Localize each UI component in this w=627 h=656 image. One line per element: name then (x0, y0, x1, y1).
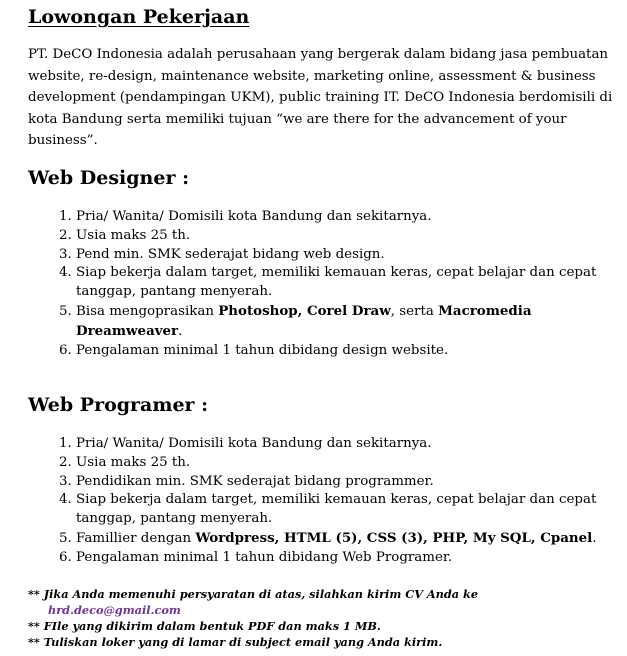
list-item: 2. Usia maks 25 th. (76, 454, 627, 473)
list-item: 4. Siap bekerja dalam target, memiliki kemauan keras, cepat belajar dan cepat tanggap, pantang menyerah. (76, 264, 627, 302)
web-programer-heading (28, 394, 208, 416)
list-item-bold: Photoshop, Corel Draw (218, 302, 391, 319)
note-file: ** FIle yang dikirim dalam bentuk PDF dan maks 1 MB. (28, 619, 381, 633)
list-item: 6. Pengalaman minimal 1 tahun dibidang design website. (76, 342, 627, 361)
list-item: 2. Usia maks 25 th. (76, 227, 627, 246)
web-programer-heading-text: Web Programer : (28, 394, 209, 416)
footer-notes (28, 586, 618, 650)
web-designer-requirements (40, 208, 627, 360)
list-item-bold: Wordpress, HTML (5), CSS (3), PHP, My SQL, Cpanel (195, 529, 593, 546)
list-item: 1. Pria/ Wanita/ Domisili kota Bandung dan sekitarnya. (76, 208, 627, 227)
list-item (76, 529, 627, 549)
list-item: 6. Pengalaman minimal 1 tahun dibidang Web Programer. (76, 549, 627, 568)
list-item-text: , serta (390, 303, 439, 319)
web-designer-heading (28, 167, 189, 189)
list-item: 3. Pend min. SMK sederajat bidang web design. (76, 246, 627, 265)
list-item-text: Famillier dengan (76, 530, 196, 546)
email-link[interactable]: hrd.deco@gmail.com (48, 603, 181, 617)
list-item-text: Bisa mengoprasikan (76, 303, 219, 319)
note-cv: ** Jika Anda memenuhi persyaratan di atas, silahkan kirim CV Anda ke (28, 587, 479, 601)
list-item-text: . (592, 530, 597, 546)
intro-paragraph: PT. DeCO Indonesia adalah perusahaan yang bergerak dalam bidang jasa pembuatan website, re-design, maintenance website, marketing online, assessment & business development (pendampingan UKM), public training IT. DeCO Indonesia berdomisili di kota Bandung serta memiliki tujuan “we are there for the advancement of your business”. (28, 47, 613, 148)
list-item (76, 302, 627, 342)
page-title: Lowongan Pekerjaan (28, 6, 250, 28)
list-item: 4. Siap bekerja dalam target, memiliki kemauan keras, cepat belajar dan cepat tanggap, pantang menyerah. (76, 491, 627, 529)
note-subject: ** Tuliskan loker yang di lamar di subject email yang Anda kirim. (28, 635, 443, 649)
list-item-bold: Macromedia Dreamweaver (76, 302, 532, 339)
list-item-text: . (178, 323, 183, 339)
list-item: 3. Pendidikan min. SMK sederajat bidang programmer. (76, 473, 627, 492)
list-item: 1. Pria/ Wanita/ Domisili kota Bandung dan sekitarnya. (76, 435, 627, 454)
web-designer-heading-text: Web Designer : (28, 167, 190, 189)
web-programer-requirements (40, 435, 627, 568)
